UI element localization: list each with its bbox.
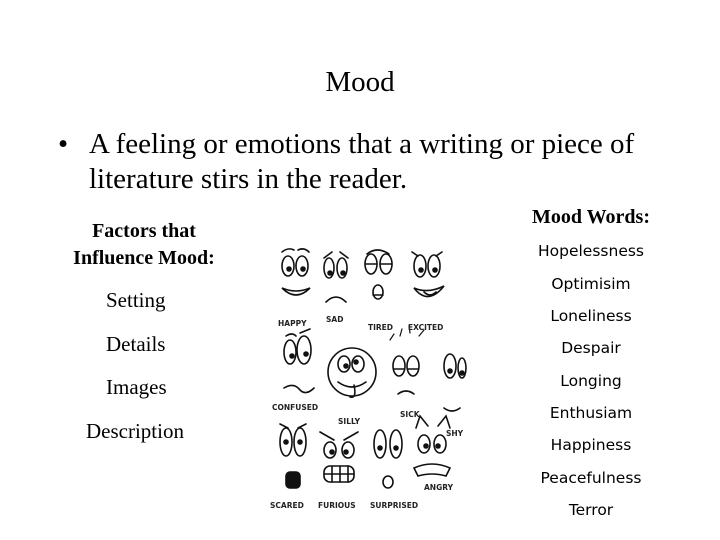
angry-face-icon (414, 416, 450, 476)
mood-word-terror: Terror (568, 501, 614, 519)
face-label-sick: SICK (400, 410, 420, 419)
slide-title: Mood (325, 66, 395, 98)
factors-heading-line-1: Factors that (92, 220, 196, 242)
face-label-excited: EXCITED (408, 323, 444, 332)
factors-heading (44, 218, 244, 272)
mood-words-heading: Mood Words: (532, 206, 650, 228)
face-label-scared: SCARED (270, 501, 304, 510)
factor-details: Details (106, 332, 166, 356)
mood-faces-illustration (262, 240, 467, 515)
mood-word-longing: Longing (560, 372, 622, 390)
mood-word-despair: Despair (561, 339, 621, 357)
face-label-angry: ANGRY (424, 483, 454, 492)
surprised-face-icon (374, 430, 402, 488)
silly-face-icon (328, 348, 376, 397)
confused-face-icon (284, 329, 314, 393)
face-label-sad: SAD (326, 315, 344, 324)
face-label-furious: FURIOUS (318, 501, 356, 510)
face-label-surprised: SURPRISED (370, 501, 419, 510)
mood-word-happiness: Happiness (550, 436, 632, 454)
mood-word-enthusiam: Enthusiam (549, 404, 633, 422)
excited-face-icon (412, 252, 444, 297)
scared-face-icon (280, 424, 306, 488)
mood-word-peacefulness: Peacefulness (540, 469, 642, 487)
face-label-silly: SILLY (338, 417, 361, 426)
bullet-marker: • (58, 128, 69, 160)
face-label-confused: CONFUSED (272, 403, 319, 412)
definition-text: A feeling or emotions that a writing or piece of literature stirs in the reader. (89, 128, 635, 195)
mood-word-hopelessness: Hopelessness (537, 242, 645, 260)
factor-images: Images (106, 375, 167, 399)
factor-setting: Setting (106, 288, 166, 312)
mood-word-loneliness: Loneliness (550, 307, 632, 325)
tired-face-icon (365, 250, 392, 299)
face-label-shy: SHY (446, 429, 464, 438)
sick-face-icon (390, 326, 424, 394)
sad-face-icon (324, 252, 348, 302)
face-label-happy: HAPPY (278, 319, 307, 328)
face-label-tired: TIRED (368, 323, 394, 332)
mood-word-optimisim: Optimisim (551, 275, 631, 293)
happy-face-icon (282, 249, 310, 295)
factor-description: Description (86, 419, 184, 443)
furious-face-icon (320, 432, 358, 482)
factors-heading-line-2: Influence Mood: (73, 247, 215, 269)
shy-face-icon (444, 354, 466, 411)
